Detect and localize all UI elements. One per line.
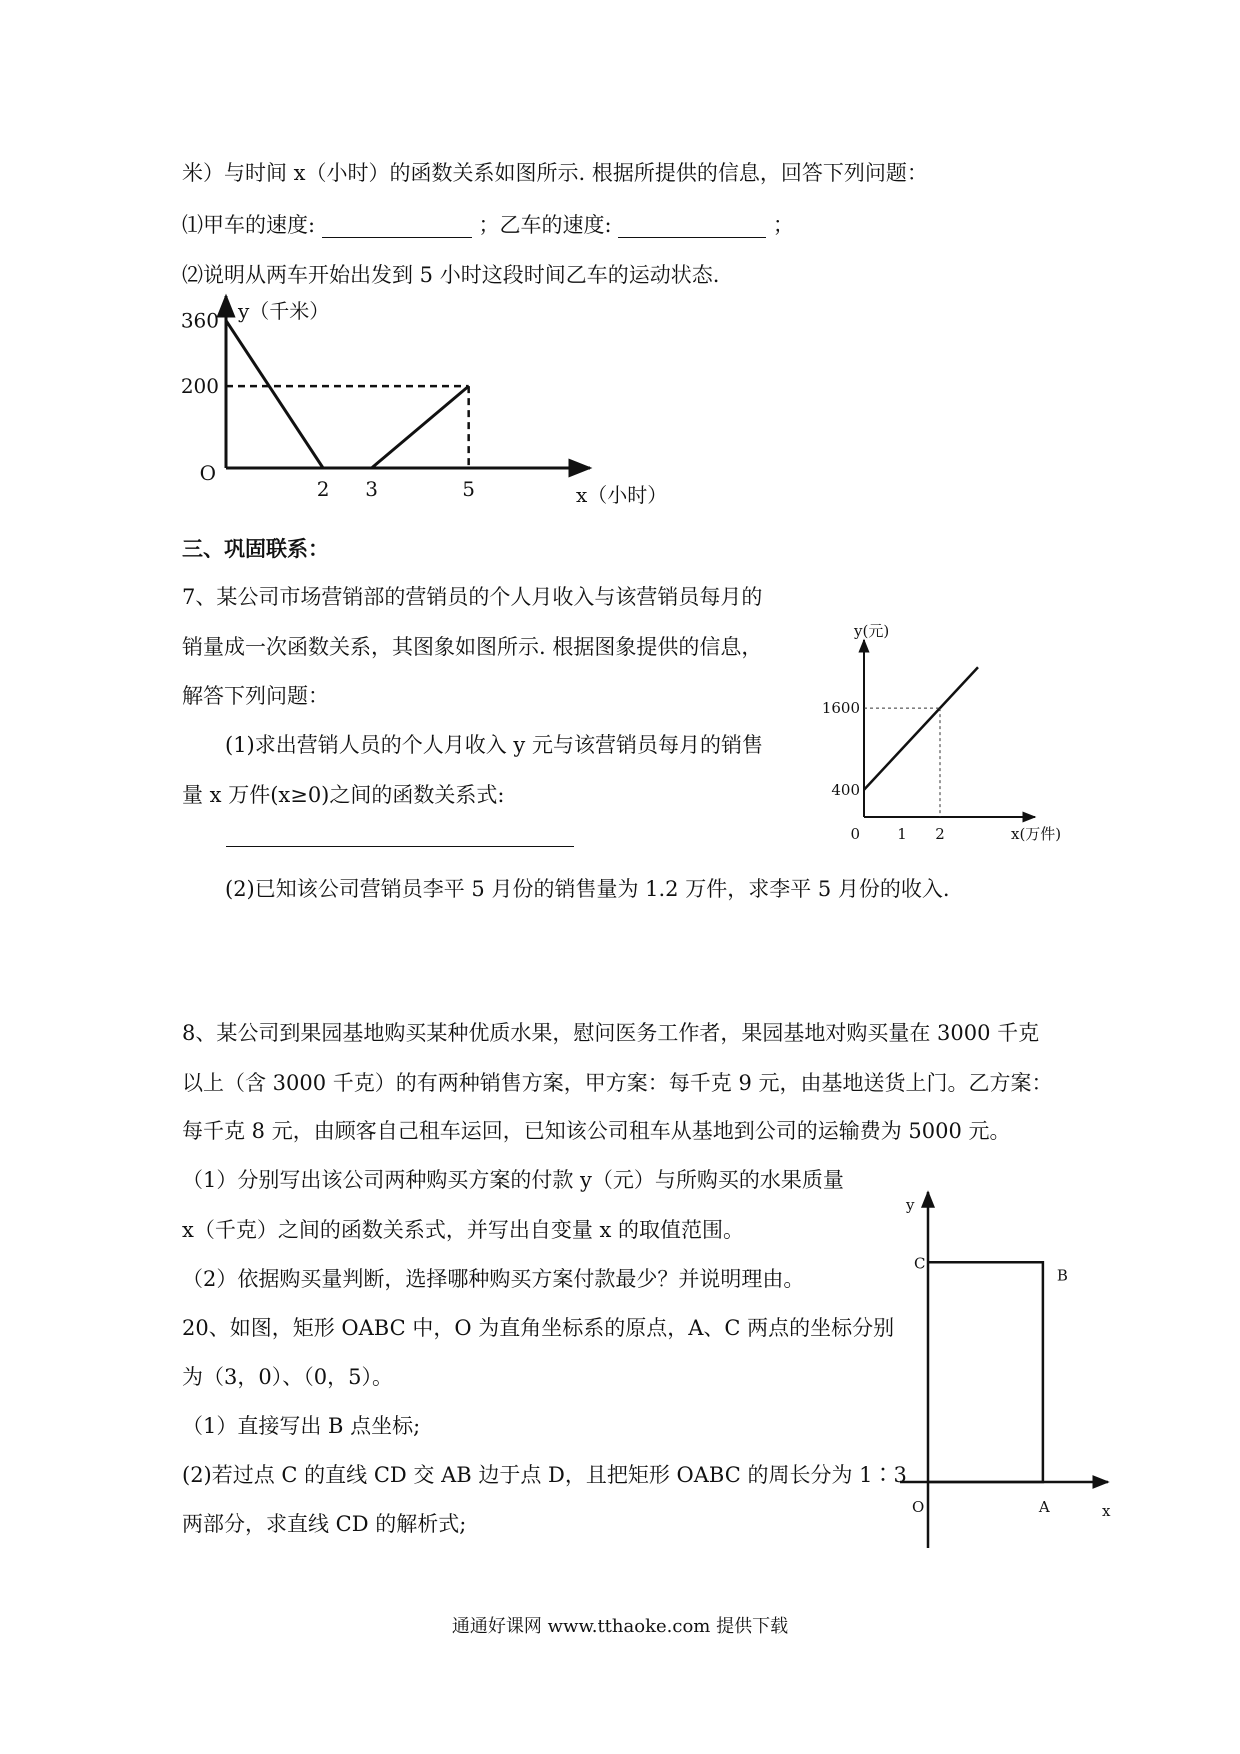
x-tick-label: 3 — [365, 477, 378, 501]
p8-line-2: 以上（含 3000 千克）的有两种销售方案，甲方案：每千克 9 元，由基地送货上门。乙方案： — [182, 1071, 1053, 1095]
rectangle-oabc — [928, 1262, 1043, 1482]
p7-line-1: 7、某公司市场营销部的营销员的个人月收入与该营销员每月的 — [182, 585, 763, 609]
x-tick-label: 2 — [935, 825, 945, 843]
y-tick-label: 400 — [831, 780, 860, 799]
y-tick-label: 1600 — [821, 699, 860, 718]
p20-q2-line-2: 两部分，求直线 CD 的解析式; — [182, 1512, 467, 1536]
question-2: ⑵说明从两车开始出发到 5 小时这段时间乙车的运动状态. — [182, 263, 720, 287]
p8-q1-line-2: x（千克）之间的函数关系式，并写出自变量 x 的取值范围。 — [182, 1218, 745, 1242]
point-label-c: C — [914, 1254, 926, 1273]
p20-q2-line-1: (2)若过点 C 的直线 CD 交 AB 边于点 D，且把矩形 OABC 的周长分为 1∶3 — [182, 1463, 907, 1487]
p8-q1-line-1: （1）分别写出该公司两种购买方案的付款 y（元）与所购买的水果质量 — [182, 1168, 844, 1192]
p7-q2: (2)已知该公司营销员李平 5 月份的销售量为 1.2 万件，求李平 5 月份的收入. — [225, 877, 950, 901]
origin-label: O — [199, 461, 216, 485]
p7-answer-line[interactable] — [226, 846, 574, 847]
origin-label: 0 — [850, 825, 860, 843]
series-line — [864, 667, 978, 790]
q1-prefix: ⑴甲车的速度: — [182, 213, 316, 237]
p8-line-3: 每千克 8 元，由顾客自己租车运回，已知该公司租车从基地到公司的运输费为 5000 元。 — [182, 1119, 1011, 1143]
x-tick-label: 2 — [316, 477, 330, 501]
p7-line-3: 解答下列问题： — [182, 684, 329, 708]
p20-line-2: 为（3，0）、（0，5）。 — [182, 1365, 393, 1389]
section-heading: 三、巩固联系： — [182, 536, 329, 561]
y-axis-label: y — [906, 1196, 915, 1214]
y-axis-label: y（千米） — [238, 299, 330, 323]
y-tick-label: 200 — [180, 374, 219, 399]
p20-q1: （1）直接写出 B 点坐标; — [182, 1414, 421, 1438]
series-line-1 — [226, 321, 323, 468]
y-axis-label: y(元) — [854, 622, 890, 640]
y-tick-label: 360 — [180, 308, 219, 333]
series-line-2 — [372, 386, 469, 468]
q1-end: ； — [772, 213, 794, 237]
point-label-a: A — [1038, 1498, 1050, 1516]
p7-line-2: 销量成一次函数关系，其图象如图所示. 根据图象提供的信息， — [182, 635, 763, 659]
p20-line-1: 20、如图，矩形 OABC 中，O 为直角坐标系的原点，A、C 两点的坐标分别 — [182, 1316, 895, 1340]
point-label-b: B — [1056, 1266, 1068, 1285]
page-footer: 通通好课网 www.tthaoke.com 提供下载 — [451, 1616, 789, 1637]
x-axis-label: x — [1102, 1502, 1111, 1520]
p7-q1-line-2: 量 x 万件(x≥0)之间的函数关系式: — [182, 783, 505, 807]
p7-q1-line-1: (1)求出营销人员的个人月收入 y 元与该营销员每月的销售 — [225, 733, 763, 757]
q1-mid: ；乙车的速度: — [478, 213, 612, 237]
x-tick-label: 5 — [462, 477, 476, 501]
p8-line-1: 8、某公司到果园基地购买某种优质水果，慰问医务工作者，果园基地对购买量在 3000 千克 — [182, 1021, 1040, 1045]
x-axis-label: x（小时） — [576, 483, 668, 507]
point-label-o: O — [912, 1498, 925, 1516]
x-tick-label: 1 — [897, 825, 907, 843]
x-axis-label: x(万件) — [1011, 825, 1062, 843]
p8-q2: （2）依据购买量判断，选择哪种购买方案付款最少？并说明理由。 — [182, 1267, 805, 1291]
text-line-1: 米）与时间 x（小时）的函数关系如图所示. 根据所提供的信息，回答下列问题： — [182, 161, 928, 185]
